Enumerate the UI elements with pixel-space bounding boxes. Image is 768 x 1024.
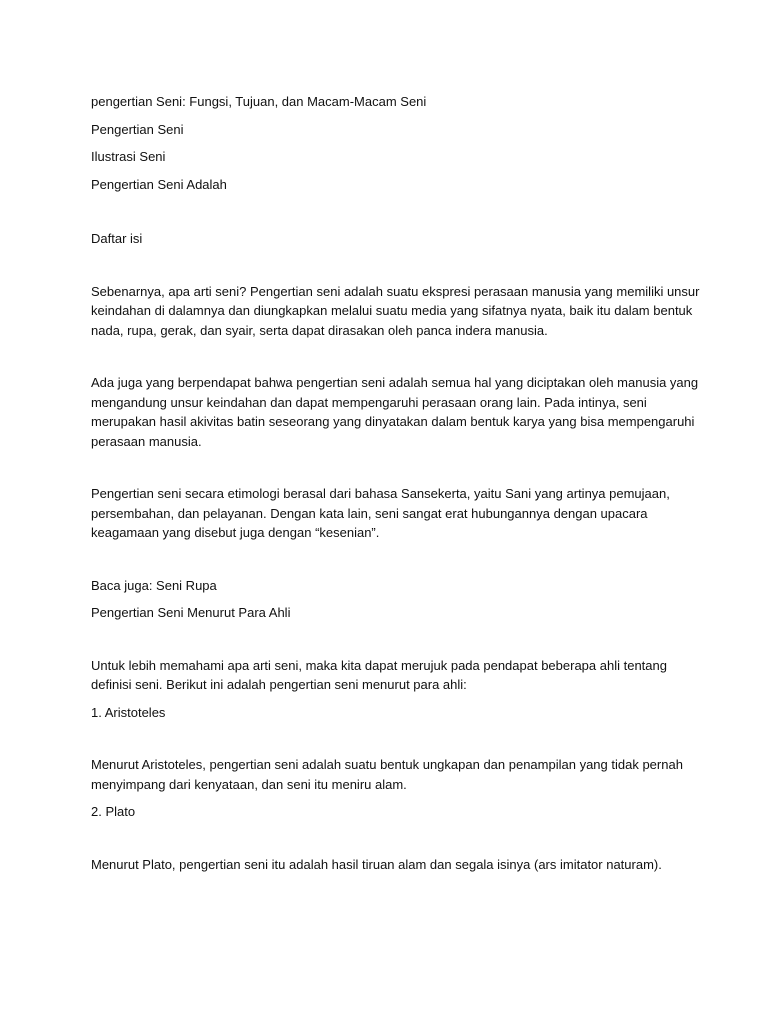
spacer [91, 543, 691, 576]
experts-heading: Pengertian Seni Menurut Para Ahli [91, 605, 291, 620]
experts-intro [91, 656, 691, 695]
paragraph-line: nada, rupa, gerak, dan syair, serta dapat dirasakan oleh panca indera manusia. [91, 322, 548, 338]
subsection-title: Pengertian Seni Adalah [91, 176, 227, 192]
spacer [91, 249, 691, 282]
spacer [91, 112, 691, 120]
paragraph-line: Untuk lebih memahami apa arti seni, maka kita dapat merujuk pada pendapat beberapa ahli tentang [91, 657, 667, 673]
spacer [91, 595, 691, 603]
plato-heading: 2. Plato [91, 804, 136, 819]
plato-text: Menurut Plato, pengertian seni itu adalah hasil tiruan alam dan segala isinya (ars imitator naturam). [91, 856, 662, 872]
paragraph-line: Ada juga yang berpendapat bahwa pengertian seni adalah semua hal yang diciptakan oleh manusia yang [91, 375, 699, 390]
spacer [91, 340, 691, 373]
spacer [91, 623, 691, 656]
paragraph-line: mengandung unsur keindahan dan dapat mempengaruhi perasaan orang lain. Pada intinya, seni [91, 394, 647, 410]
spacer [91, 722, 691, 755]
spacer [91, 139, 691, 147]
paragraph [91, 282, 700, 341]
paragraph-line: Pengertian seni secara etimologi berasal dari bahasa Sansekerta, yaitu Sani yang artinya pemujaan, [91, 486, 670, 501]
section-title: Pengertian Seni [91, 121, 184, 137]
spacer [91, 451, 691, 484]
spacer [91, 794, 691, 802]
spacer [91, 695, 691, 703]
spacer [91, 822, 691, 855]
illustration-caption: Ilustrasi Seni [91, 149, 166, 164]
paragraph [91, 373, 699, 451]
paragraph-line: Menurut Aristoteles, pengertian seni adalah suatu bentuk ungkapan dan penampilan yang tidak pernah [91, 757, 683, 772]
also-read-link[interactable]: Baca juga: Seni Rupa [91, 577, 217, 593]
paragraph-line: menyimpang dari kenyataan, dan seni itu meniru alam. [91, 776, 407, 792]
toc-label: Daftar isi [91, 231, 143, 246]
paragraph-line: definisi seni. Berikut ini adalah pengertian seni menurut para ahli: [91, 677, 467, 692]
paragraph-line: Sebenarnya, apa arti seni? Pengertian seni adalah suatu ekspresi perasaan manusia yang memiliki unsur [91, 283, 700, 299]
paragraph-line: keindahan di dalamnya dan diungkapkan melalui suatu media yang sifatnya nyata, baik itu dalam bentuk [91, 303, 693, 318]
aristoteles-text [91, 755, 691, 794]
paragraph-line: persembahan, dan pelayanan. Dengan kata lain, seni sangat erat hubungannya dengan upacara [91, 505, 648, 521]
paragraph-line: merupakan hasil akivitas batin seseorang yang dinyatakan dalam bentuk karya yang bisa mempengaruhi [91, 414, 695, 429]
spacer [91, 194, 691, 229]
aristoteles-heading: 1. Aristoteles [91, 704, 166, 720]
document-content [91, 92, 700, 874]
paragraph [91, 484, 691, 543]
spacer [91, 167, 691, 175]
paragraph-line: perasaan manusia. [91, 433, 202, 449]
article-title: pengertian Seni: Fungsi, Tujuan, dan Macam-Macam Seni [91, 94, 427, 109]
paragraph-line: keagamaan yang disebut juga dengan “kesenian”. [91, 525, 380, 540]
